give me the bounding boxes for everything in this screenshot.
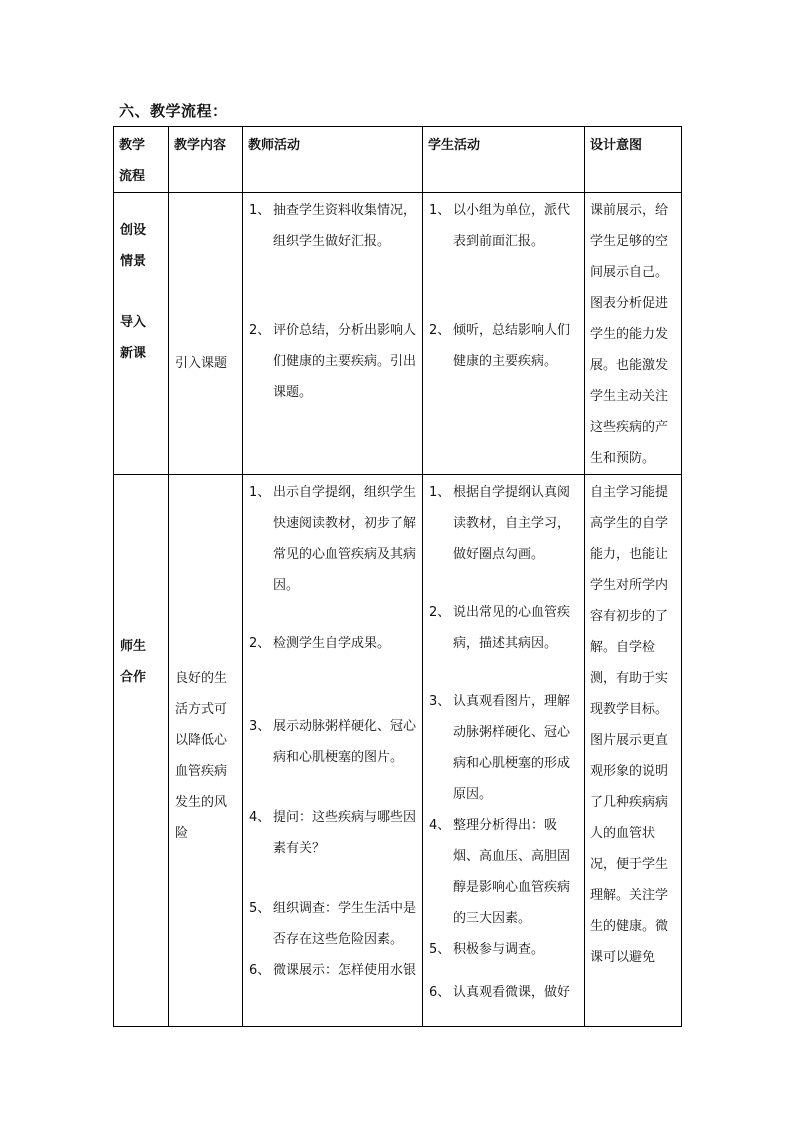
header-teacher: 教师活动 <box>243 127 423 193</box>
table-row <box>114 193 682 475</box>
student-item: 2、 说出常见的心血管疾病，描述其病因。 <box>429 605 571 651</box>
header-design: 设计意图 <box>585 127 682 193</box>
teacher-item: 1、 出示自学提纲，组织学生快速阅读教材，初步了解常见的心血管疾病及其病因。 <box>249 485 417 593</box>
design-text: 课前展示，给学生足够的空间展示自己。图表分析促进学生的能力发展。也能激发学生主动关注这些疾病的产生和预防。 <box>590 203 669 466</box>
content-cell <box>169 475 243 1027</box>
student-cell <box>423 475 585 1027</box>
design-cell <box>585 475 682 1027</box>
teacher-cell <box>243 475 423 1027</box>
student-item: 3、 认真观看图片，理解动脉粥样硬化、冠心病和心肌梗塞的形成原因。 <box>429 694 571 802</box>
student-item: 6、 认真观看微课，做好 <box>429 985 571 1000</box>
student-item: 1、 以小组为单位，派代表到前面汇报。 <box>429 203 571 249</box>
student-item: 4、 整理分析得出：吸烟、高血压、高胆固醇是影响心血管疾病的三大因素。 <box>429 818 571 926</box>
header-flow: 教学流程 <box>114 127 169 193</box>
student-item: 1、 根据自学提纲认真阅读教材，自主学习，做好圈点勾画。 <box>429 485 571 562</box>
flow-cell <box>114 193 169 475</box>
flow-name-bottom: 导入新课 <box>120 315 147 361</box>
header-student: 学生活动 <box>423 127 585 193</box>
content-text: 良好的生活方式可以降低心血管疾病发生的风险 <box>175 671 228 841</box>
table-row <box>114 475 682 1027</box>
teacher-item: 3、 展示动脉粥样硬化、冠心病和心肌梗塞的图片。 <box>249 719 417 765</box>
teacher-cell <box>243 193 423 475</box>
teacher-item: 2、 评价总结，分析出影响人们健康的主要疾病。引出课题。 <box>249 323 417 400</box>
teacher-item: 4、 提问：这些疾病与哪些因素有关？ <box>249 810 417 856</box>
teacher-item: 1、 抽查学生资料收集情况，组织学生做好汇报。 <box>249 203 417 249</box>
teacher-item: 6、 微课展示：怎样使用水银 <box>249 963 417 978</box>
teacher-item: 5、 组织调查：学生生活中是否存在这些危险因素。 <box>249 901 417 947</box>
flow-cell <box>114 475 169 1027</box>
flow-name: 师生合作 <box>120 639 147 685</box>
flow-name-top: 创设情景 <box>120 223 147 269</box>
header-content: 教学内容 <box>169 127 243 193</box>
content-text: 引入课题 <box>175 356 228 371</box>
teaching-flow-table <box>113 126 682 1027</box>
student-item: 2、 倾听，总结影响人们健康的主要疾病。 <box>429 323 571 369</box>
table-header-row <box>114 127 682 193</box>
design-cell <box>585 193 682 475</box>
section-title: 六、教学流程： <box>119 102 228 120</box>
student-cell <box>423 193 585 475</box>
teacher-item: 2、 检测学生自学成果。 <box>249 636 391 651</box>
content-cell <box>169 193 243 475</box>
design-text: 自主学习能提高学生的自学能力，也能让学生对所学内容有初步的了解。自学检测，有助于实现教学目标。图片展示更直观形象的说明了几种疾病病人的血管状况，便于学生理解。关注学生的健康。微课可以避免 <box>590 485 669 965</box>
student-item: 5、 积极参与调查。 <box>429 942 545 957</box>
